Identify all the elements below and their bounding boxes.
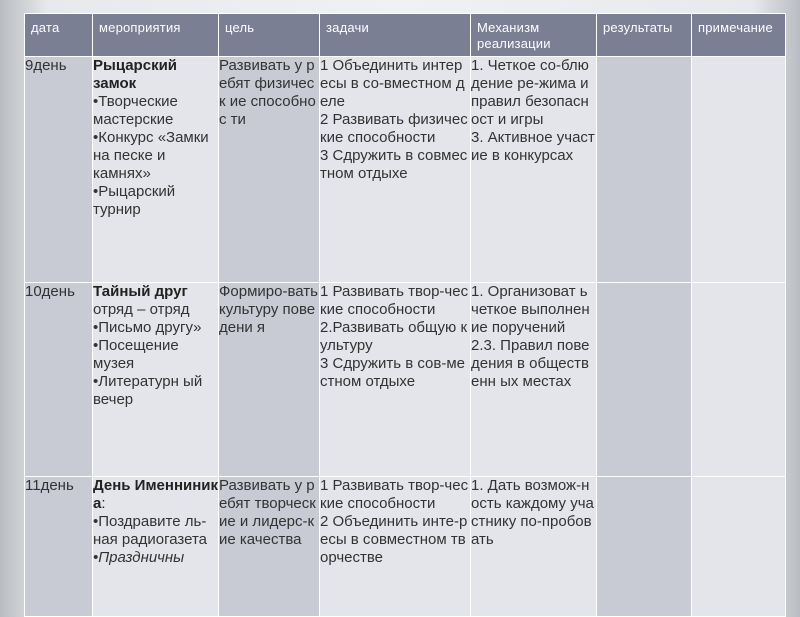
goal-cell bbox=[219, 57, 320, 283]
header-row bbox=[25, 14, 786, 57]
table-body bbox=[25, 57, 786, 617]
result-cell bbox=[597, 477, 692, 617]
event-item: •Праздничны bbox=[93, 549, 185, 566]
header-mechanism: Механизм реализации bbox=[471, 14, 597, 57]
event-item: •Конкурс «Замки на песке и камнях» bbox=[93, 129, 209, 182]
table-row bbox=[25, 283, 786, 477]
header-events: мероприятия bbox=[93, 14, 219, 57]
header-date: дата bbox=[25, 14, 93, 57]
schedule-table bbox=[24, 13, 786, 617]
events-cell bbox=[93, 477, 219, 617]
mechanism-text: 1. Организоват ь четкое выполнение поручений 2.3. Правил поведения в общественн ых местах bbox=[471, 283, 590, 390]
goal-text: Формиро-вать культуру поведени я bbox=[219, 283, 318, 336]
event-item: •Литературн ый вечер bbox=[93, 373, 203, 408]
mechanism-cell bbox=[471, 283, 597, 477]
event-title-text: День Именниник а bbox=[93, 477, 219, 512]
events-cell bbox=[93, 57, 219, 283]
day-cell bbox=[25, 57, 93, 283]
header-results: результаты bbox=[597, 14, 692, 57]
note-cell bbox=[692, 477, 786, 617]
event-title-suffix: : bbox=[101, 495, 106, 512]
table-row bbox=[25, 57, 786, 283]
table-row bbox=[25, 477, 786, 617]
result-cell bbox=[597, 57, 692, 283]
mechanism-text: 1. Дать возмож-ность каждому участнику по-пробовать bbox=[471, 477, 594, 548]
table-header bbox=[25, 14, 786, 57]
tasks-text: 1 Развивать твор-ческие способности 2 Объединить инте-ресы в совместном творчестве bbox=[320, 477, 469, 566]
goal-cell bbox=[219, 477, 320, 617]
day-cell bbox=[25, 477, 93, 617]
result-cell bbox=[597, 283, 692, 477]
tasks-text: 1 Развивать твор-ческие способности 2.Развивать общую культуру 3 Сдружить в сов-местном отдыхе bbox=[320, 283, 469, 390]
event-item: •Поздравите ль-ная радиогазета bbox=[93, 513, 207, 548]
header-notes: примечание bbox=[692, 14, 786, 57]
event-item: •Рыцарский турнир bbox=[93, 183, 176, 218]
tasks-cell bbox=[320, 57, 471, 283]
event-item: •Посещение музея bbox=[93, 337, 179, 372]
day-cell bbox=[25, 283, 93, 477]
tasks-text: 1 Объединить интересы в со-вместном деле 2 Развивать физические способности 3 Сдружить в совместном отдыхе bbox=[320, 57, 468, 182]
event-line: отряд – отряд bbox=[93, 301, 190, 318]
header-goal: цель bbox=[219, 14, 320, 57]
day-label: 10день bbox=[25, 283, 75, 300]
day-label: 11день bbox=[25, 477, 74, 494]
note-cell bbox=[692, 283, 786, 477]
goal-text: Развивать у ребят физическ ие способнос ти bbox=[219, 57, 316, 128]
event-item: •Творческие мастерские bbox=[93, 93, 178, 128]
day-label: 9день bbox=[25, 57, 67, 74]
mechanism-text: 1. Четкое со-блюдение ре-жима и правил безопасност и игры 3. Активное участие в конкурсах bbox=[471, 57, 595, 164]
event-title: Рыцарский замок bbox=[93, 57, 178, 92]
events-cell bbox=[93, 283, 219, 477]
event-item: •Письмо другу» bbox=[93, 319, 202, 336]
event-title: Тайный друг bbox=[93, 283, 188, 300]
note-cell bbox=[692, 57, 786, 283]
goal-text: Развивать у ребят творческие и лидерс-кие качества bbox=[219, 477, 316, 548]
header-tasks: задачи bbox=[320, 14, 471, 57]
tasks-cell bbox=[320, 477, 471, 617]
goal-cell bbox=[219, 283, 320, 477]
mechanism-cell bbox=[471, 477, 597, 617]
mechanism-cell bbox=[471, 57, 597, 283]
event-title bbox=[93, 477, 218, 513]
tasks-cell bbox=[320, 283, 471, 477]
